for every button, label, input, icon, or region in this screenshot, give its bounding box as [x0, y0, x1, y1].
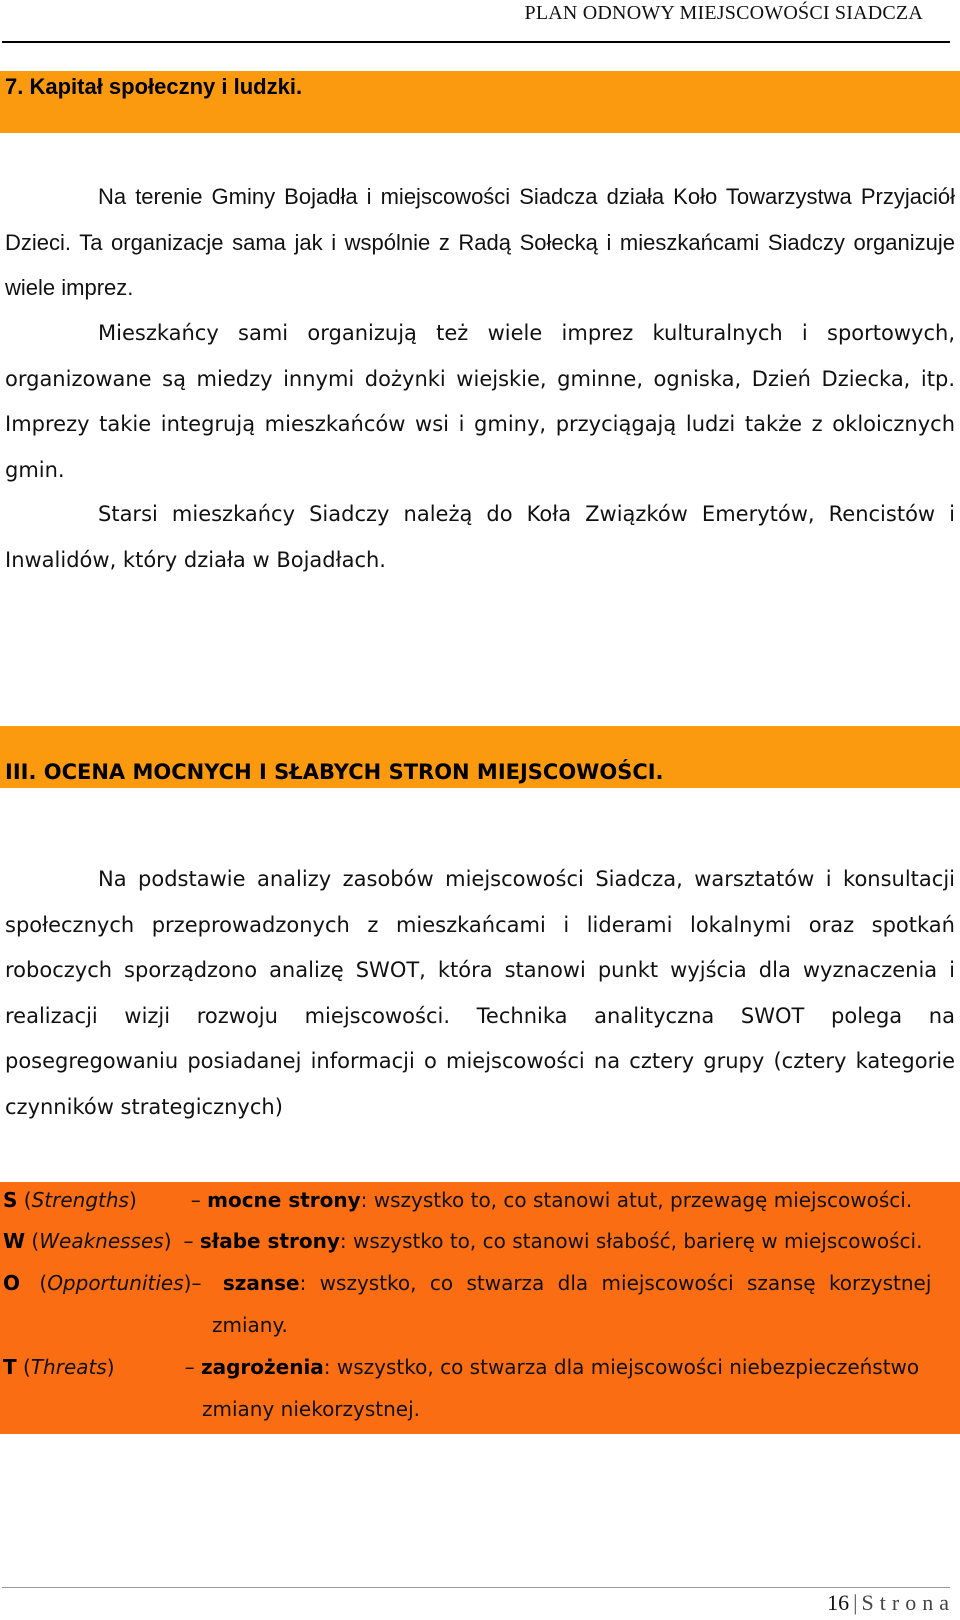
- page-number: 16: [827, 1590, 850, 1615]
- swot-desc: : wszystko to, co stanowi atut, przewagę miejscowości.: [360, 1188, 913, 1212]
- swot-row-threats-continued: zmiany niekorzystnej.: [202, 1397, 421, 1421]
- swot-english: Strengths: [31, 1188, 129, 1212]
- section-3-heading: III. OCENA MOCNYCH I SŁABYCH STRON MIEJSCOWOŚCI.: [5, 760, 664, 784]
- swot-box: [0, 1182, 960, 1434]
- section-7-paragraph-1: Na terenie Gminy Bojadła i miejscowości Siadcza działa Koło Towarzystwa Przyjaciół Dzieci. Ta organizacje sama jak i wspólnie z Radą Sołecką i mieszkańcami Siadczy organizuje wiele imprez.: [5, 184, 955, 300]
- swot-english: Opportunities: [47, 1271, 184, 1295]
- swot-row-strengths: S (Strengths) – mocne strony: wszystko to, co stanowi atut, przewagę miejscowości.: [3, 1188, 913, 1212]
- section-3-paragraph: Na podstawie analizy zasobów miejscowości Siadcza, warsztatów i konsultacji społecznych przeprowadzonych z mieszkańcami i liderami lokalnymi oraz spotkań roboczych sporządzono analizę SWOT, która stanowi punkt wyjścia dla wyznaczenia i realizacji wizji rozwoju miejscowości. Technika analityczna SWOT polega na posegregowaniu posiadanej informacji o miejscowości na cztery grupy (cztery kategorie czynników strategicznych): [5, 867, 955, 1119]
- swot-desc: : wszystko, co stwarza dla miejscowości szansę korzystnej: [299, 1271, 932, 1295]
- swot-english: Weaknesses: [39, 1229, 164, 1253]
- header-divider: [2, 41, 950, 43]
- footer-divider: [2, 1587, 950, 1588]
- swot-row-weaknesses: W (Weaknesses) – słabe strony: wszystko to, co stanowi słabość, barierę w miejscowości.: [3, 1229, 923, 1253]
- swot-row-threats: T (Threats) – zagrożenia: wszystko, co stwarza dla miejscowości niebezpieczeństwo: [3, 1355, 920, 1379]
- page-footer: [0, 1590, 955, 1616]
- header-title: PLAN ODNOWY MIEJSCOWOŚCI SIADCZA: [524, 2, 923, 24]
- swot-english: Threats: [30, 1355, 107, 1379]
- swot-term: mocne strony: [207, 1188, 361, 1212]
- swot-row-opportunities: O (Opportunities)– szanse: wszystko, co stwarza dla miejscowości szansę korzystnej: [3, 1271, 932, 1295]
- swot-desc: : wszystko to, co stanowi słabość, barierę w miejscowości.: [339, 1229, 923, 1253]
- swot-letter: W: [3, 1229, 26, 1253]
- swot-term: słabe strony: [199, 1229, 340, 1253]
- section-7-paragraph-3: Starsi mieszkańcy Siadczy należą do Koła Związków Emerytów, Rencistów i Inwalidów, który działa w Bojadłach.: [5, 502, 955, 572]
- swot-term: szanse: [222, 1271, 300, 1295]
- swot-term: zagrożenia: [200, 1355, 324, 1379]
- swot-letter: O: [3, 1271, 21, 1295]
- swot-row-opportunities-continued: zmiany.: [212, 1313, 288, 1337]
- section-7-paragraph-2: Mieszkańcy sami organizują też wiele imprez kulturalnych i sportowych, organizowane są miedzy innymi dożynki wiejskie, gminne, ogniska, Dzień Dziecka, itp. Imprezy takie integrują mieszkańców wsi i gminy, przyciągają ludzi także z okloicznych gmin.: [5, 321, 955, 482]
- section-7-heading: 7. Kapitał społeczny i ludzki.: [5, 74, 303, 99]
- swot-desc: : wszystko, co stwarza dla miejscowości niebezpieczeństwo: [323, 1355, 920, 1379]
- swot-letter: T: [3, 1355, 17, 1379]
- footer-separator: |: [853, 1590, 858, 1615]
- page-label: Strona: [861, 1590, 955, 1615]
- swot-letter: S: [3, 1188, 18, 1212]
